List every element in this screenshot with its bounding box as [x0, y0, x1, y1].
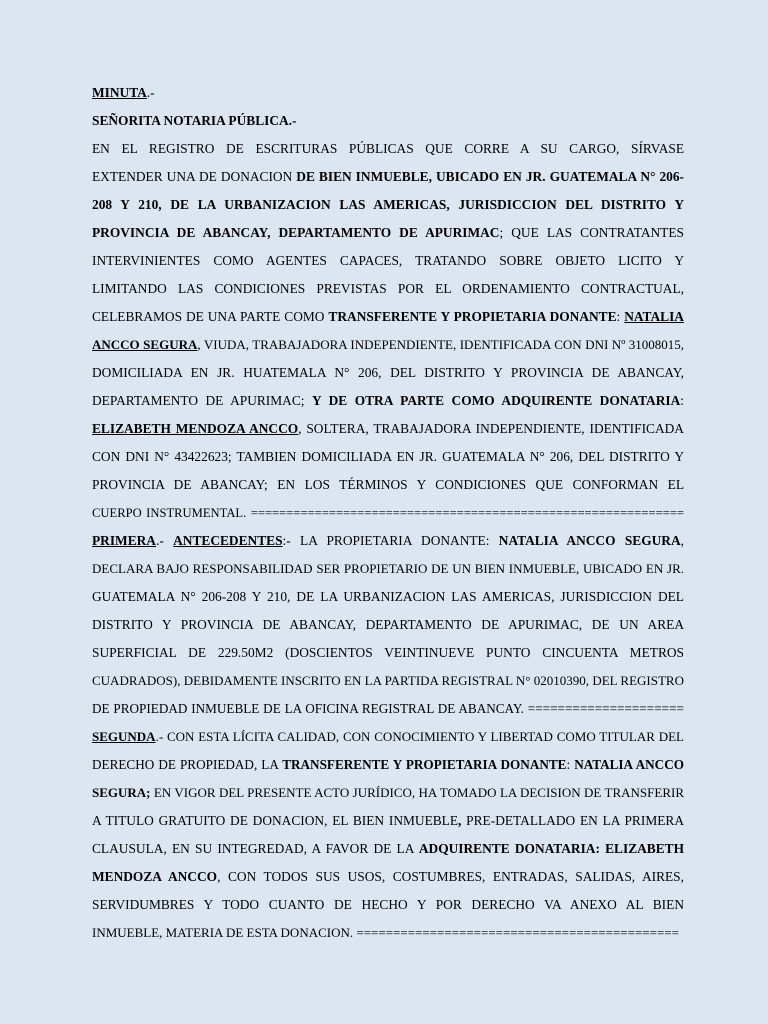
text-run: TRANSFERENTE Y PROPIETARIA DONANTE — [282, 757, 567, 772]
salutation: SEÑORITA NOTARIA PÚBLICA.- — [92, 113, 297, 128]
document-line — [92, 443, 684, 471]
text-run: INTERVINIENTES COMO AGENTES CAPACES, TRATANDO SOBRE OBJETO LICITO Y — [92, 253, 684, 268]
text-run: EXTENDER UNA DE DONACION — [92, 169, 297, 184]
document-text — [92, 135, 684, 947]
text-run: SEGUNDA — [92, 729, 156, 744]
document-line — [92, 163, 684, 191]
document-line — [92, 191, 684, 219]
document-line — [92, 303, 684, 331]
document-line — [92, 499, 684, 527]
document-line — [92, 723, 684, 751]
text-run: ANTECEDENTES — [173, 533, 283, 548]
text-run: CELEBRAMOS DE UNA PARTE COMO — [92, 309, 329, 324]
text-run: EN VIGOR DEL PRESENTE ACTO JURÍDICO, HA TOMADO LA DECISION DE TRANSFERIR — [150, 785, 684, 800]
text-run: ADQUIRENTE DONATARIA: ELIZABETH — [418, 841, 684, 856]
document-line — [92, 639, 684, 667]
text-run: 208 Y 210, DE LA URBANIZACION LAS AMERICAS, JURISDICCION DEL DISTRITO Y — [92, 197, 684, 212]
document-line — [92, 135, 684, 163]
document-line — [92, 863, 684, 891]
text-run: SEGURA; — [92, 785, 151, 800]
text-run: TRANSFERENTE Y PROPIETARIA DONANTE — [328, 309, 617, 324]
document-line — [92, 919, 684, 947]
document-line — [92, 611, 684, 639]
text-run: Y DE OTRA PARTE COMO ADQUIRENTE DONATARIA — [311, 393, 681, 408]
text-run: LIMITANDO LAS CONDICIONES PREVISTAS POR EL ORDENAMIENTO CONTRACTUAL, — [92, 281, 684, 296]
document-line — [92, 835, 684, 863]
text-run: DISTRITO Y PROVINCIA DE ABANCAY, DEPARTAMENTO DE APURIMAC, DE UN AREA — [92, 617, 684, 632]
text-run: DECLARA BAJO RESPONSABILIDAD SER PROPIETARIO DE UN BIEN INMUEBLE, UBICADO EN JR. — [92, 561, 684, 576]
text-run: DEPARTAMENTO DE APURIMAC; — [92, 393, 312, 408]
text-run: A TITULO GRATUITO DE DONACION, EL BIEN INMUEBLE — [92, 813, 459, 828]
document-line — [92, 667, 684, 695]
text-run: ANCCO SEGURA — [92, 337, 198, 352]
text-run: :- LA PROPIETARIA DONANTE: — [282, 533, 499, 548]
document-line — [92, 779, 684, 807]
text-run: , SOLTERA, TRABAJADORA INDEPENDIENTE, IDENTIFICADA — [298, 421, 684, 436]
text-run: SUPERFICIAL DE 229.50M2 (DOSCIENTOS VEINTINUEVE PUNTO CINCUENTA METROS — [92, 645, 684, 660]
document-line — [92, 583, 684, 611]
document-body — [92, 79, 684, 947]
document-line — [92, 219, 684, 247]
text-run: CUERPO INSTRUMENTAL. ============================================================= — [92, 506, 684, 520]
text-run: PROVINCIA DE ABANCAY; EN LOS TÉRMINOS Y CONDICIONES QUE CONFORMAN EL — [92, 477, 684, 492]
text-run: DERECHO DE PROPIEDAD, LA — [92, 757, 283, 772]
text-run: NATALIA ANCCO — [574, 757, 684, 772]
text-run: : — [616, 309, 625, 324]
document-line — [92, 387, 684, 415]
text-run: CUADRADOS), DEBIDAMENTE INSCRITO EN LA PARTIDA REGISTRAL N° 02010390, DEL REGISTRO — [92, 673, 684, 688]
text-run: , — [458, 813, 462, 828]
document-line — [92, 695, 684, 723]
document-line — [92, 751, 684, 779]
text-run: .- — [155, 533, 174, 548]
text-run: NATALIA ANCCO SEGURA — [498, 533, 681, 548]
document-line — [92, 415, 684, 443]
text-run: INMUEBLE, MATERIA DE ESTA DONACION. ============================================ — [92, 925, 679, 940]
document-heading: MINUTA.- — [92, 85, 155, 100]
document-line — [92, 807, 684, 835]
text-run: PRE-DETALLADO EN LA PRIMERA — [461, 813, 684, 828]
text-run: NATALIA — [624, 309, 684, 324]
text-run: DOMICILIADA EN JR. HUATEMALA N° 206, DEL DISTRITO Y PROVINCIA DE ABANCAY, — [92, 365, 684, 380]
document-line — [92, 275, 684, 303]
text-run: , CON TODOS SUS USOS, COSTUMBRES, ENTRADAS, SALIDAS, AIRES, — [217, 869, 684, 884]
document-line — [92, 471, 684, 499]
text-run: : — [566, 757, 575, 772]
text-run: CLAUSULA, EN SU INTEGREDAD, A FAVOR DE LA — [92, 841, 419, 856]
text-run: DE PROPIEDAD INMUEBLE DE LA OFICINA REGISTRAL DE ABANCAY. ===================== — [92, 701, 684, 716]
text-run: , VIUDA, TRABAJADORA INDEPENDIENTE, IDENTIFICADA CON DNI Nº 31008015, — [197, 337, 684, 352]
text-run: PROVINCIA DE ABANCAY, DEPARTAMENTO DE APURIMAC — [92, 225, 500, 240]
document-line — [92, 331, 684, 359]
text-run: CON DNI N° 43422623; TAMBIEN DOMICILIADA EN JR. GUATEMALA N° 206, DEL DISTRITO Y — [92, 449, 684, 464]
document-line — [92, 555, 684, 583]
text-run: MENDOZA ANCCO — [92, 869, 218, 884]
text-run: DE BIEN INMUEBLE, UBICADO EN JR. GUATEMALA N° 206- — [296, 169, 684, 184]
text-run: PRIMERA — [92, 533, 156, 548]
text-run: ; QUE LAS CONTRATANTES — [499, 225, 684, 240]
document-line — [92, 359, 684, 387]
document-line — [92, 247, 684, 275]
text-run: .- CON ESTA LÍCITA CALIDAD, CON CONOCIMIENTO Y LIBERTAD COMO TITULAR DEL — [155, 729, 684, 744]
text-run: EN EL REGISTRO DE ESCRITURAS PÚBLICAS QUE CORRE A SU CARGO, SÍRVASE — [92, 141, 684, 156]
text-run: ELIZABETH MENDOZA ANCCO — [92, 421, 299, 436]
text-run: GUATEMALA N° 206-208 Y 210, DE LA URBANIZACION LAS AMERICAS, JURISDICCION DEL — [92, 589, 684, 604]
text-run: SERVIDUMBRES Y TODO CUANTO DE HECHO Y POR DERECHO VA ANEXO AL BIEN — [92, 897, 684, 912]
text-run: , — [680, 533, 684, 548]
document-line — [92, 527, 684, 555]
text-run: : — [680, 393, 684, 408]
document-line — [92, 891, 684, 919]
